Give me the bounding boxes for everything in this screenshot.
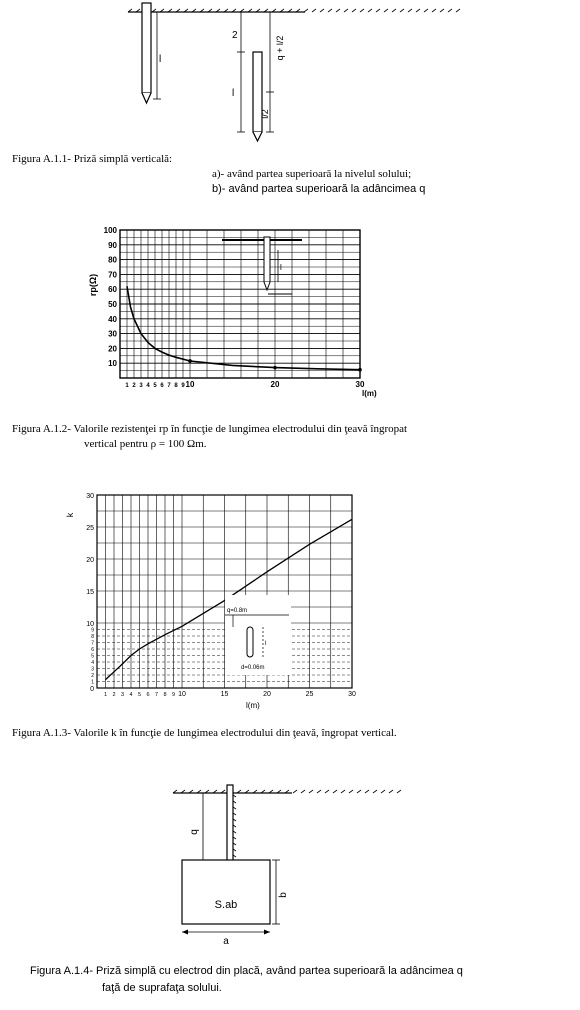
x-tick-label: 30 [348, 691, 356, 698]
y-tick-label: 1 [91, 679, 94, 686]
inset-electrode [247, 627, 253, 657]
y-tick-label: 10 [86, 621, 94, 628]
y-tick-label: 80 [108, 255, 117, 265]
dim-2: 2 [232, 30, 238, 41]
x-axis-label: l(m) [362, 389, 377, 398]
y-tick-label: 30 [108, 329, 117, 339]
x-tick-label: 3 [139, 383, 143, 389]
x-tick-label: 6 [146, 692, 150, 698]
y-tick-label: 90 [108, 240, 117, 250]
x-tick-label: 8 [174, 383, 178, 389]
x-tick-label: 7 [154, 692, 159, 698]
y-tick-label: 20 [108, 344, 117, 354]
inset-label-l: l [280, 263, 282, 272]
y-tick-label: 3 [91, 666, 94, 673]
inset-background [225, 595, 291, 675]
figure-a14-caption-line2: faţă de suprafaţa solului. [102, 982, 222, 994]
chart-k-vs-length [0, 485, 580, 710]
x-tick-label: 2 [132, 383, 136, 389]
x-tick-label: 1 [125, 383, 129, 389]
label-s-ab: S.ab [214, 899, 238, 911]
y-tick-label: 5 [91, 653, 94, 660]
figure-a13-caption: Figura A.1.3- Valorile k în funcţie de lungimea electrodului din ţeavă, îngropat vertical. [12, 727, 397, 739]
y-tick-label: 9 [91, 627, 94, 634]
figure-a11-item-b: b)- având partea superioară la adâncimea q [212, 183, 426, 195]
data-point [358, 368, 362, 372]
x-tick-label: 3 [120, 692, 125, 698]
y-tick-label: 25 [86, 525, 94, 532]
x-tick-label: 5 [153, 383, 157, 389]
y-tick-label: 15 [86, 589, 94, 596]
dim-l-a: l [159, 54, 162, 65]
x-tick-label: 15 [220, 691, 229, 698]
x-tick-label: 4 [146, 383, 150, 389]
x-tick-label: 4 [129, 692, 133, 698]
data-point [273, 366, 277, 370]
label-b: b [278, 892, 289, 898]
x-tick-label: 1 [103, 692, 108, 698]
y-tick-label: 8 [91, 634, 94, 640]
y-tick-label: 70 [108, 270, 117, 280]
data-point [188, 359, 192, 363]
x-tick-label: 6 [160, 383, 164, 389]
y-tick-label: 20 [86, 557, 94, 564]
y-tick-label: 10 [108, 359, 117, 369]
inset-label-d: d=0.06m [241, 665, 265, 671]
x-tick-label: 20 [270, 380, 280, 389]
figure-a12-caption-line2: vertical pentru ρ = 100 Ωm. [84, 438, 207, 450]
y-tick-label: 30 [86, 493, 94, 500]
y-axis-label: rp(Ω) [88, 273, 98, 297]
x-tick-label: 7 [167, 383, 171, 389]
x-tick-label: 9 [171, 692, 176, 698]
y-tick-label: 60 [108, 285, 117, 295]
y-tick-label: 7 [91, 640, 94, 647]
x-tick-label: 8 [163, 692, 167, 698]
x-tick-label: 9 [181, 383, 185, 389]
label-a: a [223, 936, 229, 947]
y-tick-label: 40 [108, 314, 117, 324]
x-axis-label: l(m) [246, 701, 260, 710]
x-tick-label: 10 [178, 691, 186, 698]
x-tick-label: 5 [137, 692, 142, 698]
dim-l-b: l [232, 88, 235, 99]
dim-q-plus-half: q + l/2 [275, 35, 285, 61]
y-tick-label: 50 [108, 300, 117, 309]
x-tick-label: 25 [305, 691, 314, 698]
x-tick-label: 2 [112, 692, 116, 698]
dim-half: l/2 [260, 109, 270, 119]
figure-a14-diagram [0, 780, 580, 960]
inset-label-q: q=0.8m [227, 608, 248, 614]
figure-a11-item-a: a)- având partea superioară la nivelul solului; [212, 168, 412, 180]
inset-electrode [264, 237, 270, 282]
figure-a11-caption: Figura A.1.1- Priză simplă verticală: [12, 153, 173, 165]
label-q: q [189, 829, 200, 835]
x-tick-label: 30 [355, 380, 365, 389]
chart-rp-vs-length [0, 215, 580, 410]
y-tick-label: 4 [91, 660, 94, 666]
y-tick-label: 2 [91, 673, 94, 679]
y-tick-label: 6 [91, 647, 94, 653]
figure-a12-caption-line1: Figura A.1.2- Valorile rezistenţei rp în funcţie de lungimea electrodului din ţeavă îngropat [12, 423, 408, 435]
x-tick-label: 10 [185, 380, 195, 389]
inset-label-l: l [265, 641, 267, 647]
figure-a14-caption-line1: Figura A.1.4- Priză simplă cu electrod din placă, având partea superioară la adâncimea q [30, 965, 463, 977]
y-tick-label: 0 [90, 686, 94, 693]
y-tick-label: 100 [103, 226, 117, 235]
y-axis-label: k [65, 512, 75, 518]
figure-a11-diagram [0, 0, 580, 150]
x-tick-label: 20 [263, 691, 271, 698]
